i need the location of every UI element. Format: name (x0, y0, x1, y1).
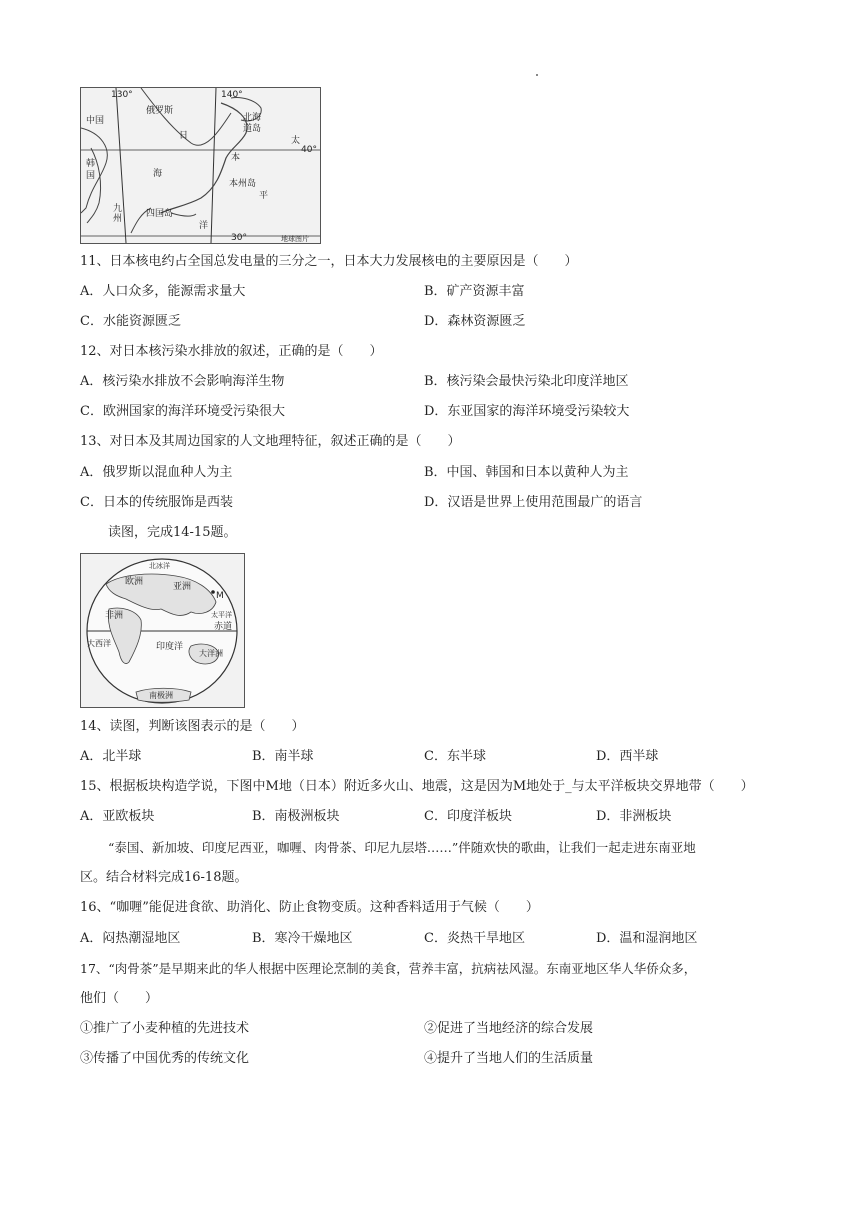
q12-option-d: D．东亚国家的海洋环境受污染较大 (424, 404, 630, 419)
pacific-tai-label: 太 (291, 136, 301, 146)
sea-hai-label: 海 (153, 169, 163, 179)
hemisphere-map-figure (80, 553, 245, 708)
honshu-label: 本州岛 (229, 179, 257, 189)
q12-stem: 12、对日本核污染水排放的叙述，正确的是（ ） (80, 344, 383, 359)
hokkaido-label-1: 北海 (243, 113, 262, 123)
atlantic-ocean-label: 大西洋 (87, 639, 111, 648)
lat-30-label: 30° (231, 233, 247, 243)
japan-map (81, 88, 320, 243)
q17-statement-4: ④提升了当地人们的生活质量 (424, 1051, 594, 1066)
hokkaido-label-2: 道岛 (243, 124, 262, 134)
q11-option-d: D．森林资源匮乏 (424, 314, 526, 329)
lon-140-label: 140° (221, 90, 243, 100)
russia-label: 俄罗斯 (146, 106, 174, 116)
arctic-ocean-label: 北冰洋 (149, 562, 170, 570)
shikoku-label: 四国岛 (146, 209, 174, 219)
q16-stem: 16、“咖喱”能促进食欲、助消化、防止食物变质。这种香料适用于气候（ ） (80, 900, 539, 915)
q17-stem-line2: 他们（ ） (80, 991, 159, 1006)
korea-label-1: 韩 (86, 159, 96, 169)
q13-option-c: C．日本的传统服饰是西装 (80, 495, 233, 510)
q13-option-a: A．俄罗斯以混血种人为主 (80, 465, 233, 480)
africa-label: 非洲 (105, 611, 124, 621)
q15-option-a: A．亚欧板块 (80, 809, 155, 824)
kyushu-label-1: 九 (113, 204, 123, 214)
q11-option-b: B．矿产资源丰富 (424, 284, 525, 299)
intro-14-15: 读图，完成14-15题。 (108, 525, 237, 540)
q12-option-a: A．核污染水排放不会影响海洋生物 (80, 374, 285, 389)
lat-40-label: 40° (301, 145, 317, 155)
q14-option-a: A．北半球 (80, 749, 142, 764)
q14-option-b: B．南半球 (252, 749, 314, 764)
q11-option-c: C．水能资源匮乏 (80, 314, 181, 329)
q11-stem: 11、日本核电约占全国总发电量的三分之一，日本大力发展核电的主要原因是（ ） (80, 254, 578, 269)
sea-ri-label: 日 (179, 131, 189, 141)
japan-map-figure (80, 87, 321, 244)
point-m-label: M (216, 591, 224, 601)
q14-option-c: C．东半球 (424, 749, 486, 764)
q15-option-d: D．非洲板块 (596, 809, 672, 824)
material-16-18-line2: 区。结合材料完成16-18题。 (80, 870, 248, 885)
map-credit: 地球图片 (281, 235, 309, 243)
q15-option-b: B．南极洲板块 (252, 809, 340, 824)
q13-stem: 13、对日本及其周边国家的人文地理特征，叙述正确的是（ ） (80, 434, 461, 449)
q16-option-b: B．寒冷干燥地区 (252, 931, 353, 946)
q13-option-b: B．中国、韩国和日本以黄种人为主 (424, 465, 629, 480)
material-16-18-line1: “泰国、新加坡、印度尼西亚，咖喱、肉骨茶、印尼九层塔……”伴随欢快的歌曲，让我们一起走进东南亚地 (108, 840, 696, 855)
kyushu-label-2: 州 (113, 214, 123, 224)
lon-130-label: 130° (111, 90, 133, 100)
q14-option-d: D．西半球 (596, 749, 659, 764)
equator-label: 赤道 (214, 622, 233, 632)
q16-option-d: D．温和湿润地区 (596, 931, 698, 946)
scan-speck (536, 74, 538, 76)
q17-statement-2: ②促进了当地经济的综合发展 (424, 1021, 594, 1036)
q12-option-b: B．核污染会最快污染北印度洋地区 (424, 374, 629, 389)
q17-stem-line1: 17、“肉骨茶”是早期来此的华人根据中医理论烹制的美食，营养丰富，抗病祛风湿。东南亚地区华人华侨众多， (80, 961, 697, 976)
pacific-yang-label: 洋 (199, 221, 209, 231)
q17-statement-3: ③传播了中国优秀的传统文化 (80, 1051, 250, 1066)
q16-option-a: A．闷热潮湿地区 (80, 931, 181, 946)
q16-option-c: C．炎热干旱地区 (424, 931, 525, 946)
pacific-ocean-label: 太平洋 (211, 611, 232, 619)
q11-option-a: A．人口众多，能源需求量大 (80, 284, 246, 299)
q12-option-c: C．欧洲国家的海洋环境受污染很大 (80, 404, 285, 419)
oceania-label: 大洋洲 (199, 649, 223, 658)
asia-label: 亚洲 (173, 582, 192, 592)
indian-ocean-label: 印度洋 (156, 642, 184, 652)
antarctica-label: 南极洲 (149, 691, 173, 700)
korea-label-2: 国 (86, 171, 96, 181)
hemisphere-map (81, 554, 244, 707)
q14-stem: 14、读图，判断该图表示的是（ ） (80, 719, 305, 734)
q13-option-d: D．汉语是世界上使用范围最广的语言 (424, 495, 643, 510)
europe-label: 欧洲 (125, 577, 144, 587)
q15-option-c: C．印度洋板块 (424, 809, 512, 824)
china-label: 中国 (86, 116, 105, 126)
q15-stem: 15、根据板块构造学说，下图中M地（日本）附近多火山、地震，这是因为M地处于_与太平洋板块交界地带（ ） (80, 779, 754, 794)
q17-statement-1: ①推广了小麦种植的先进技术 (80, 1021, 250, 1036)
pacific-ping-label: 平 (259, 191, 269, 201)
japan-ben-label: 本 (231, 153, 241, 163)
